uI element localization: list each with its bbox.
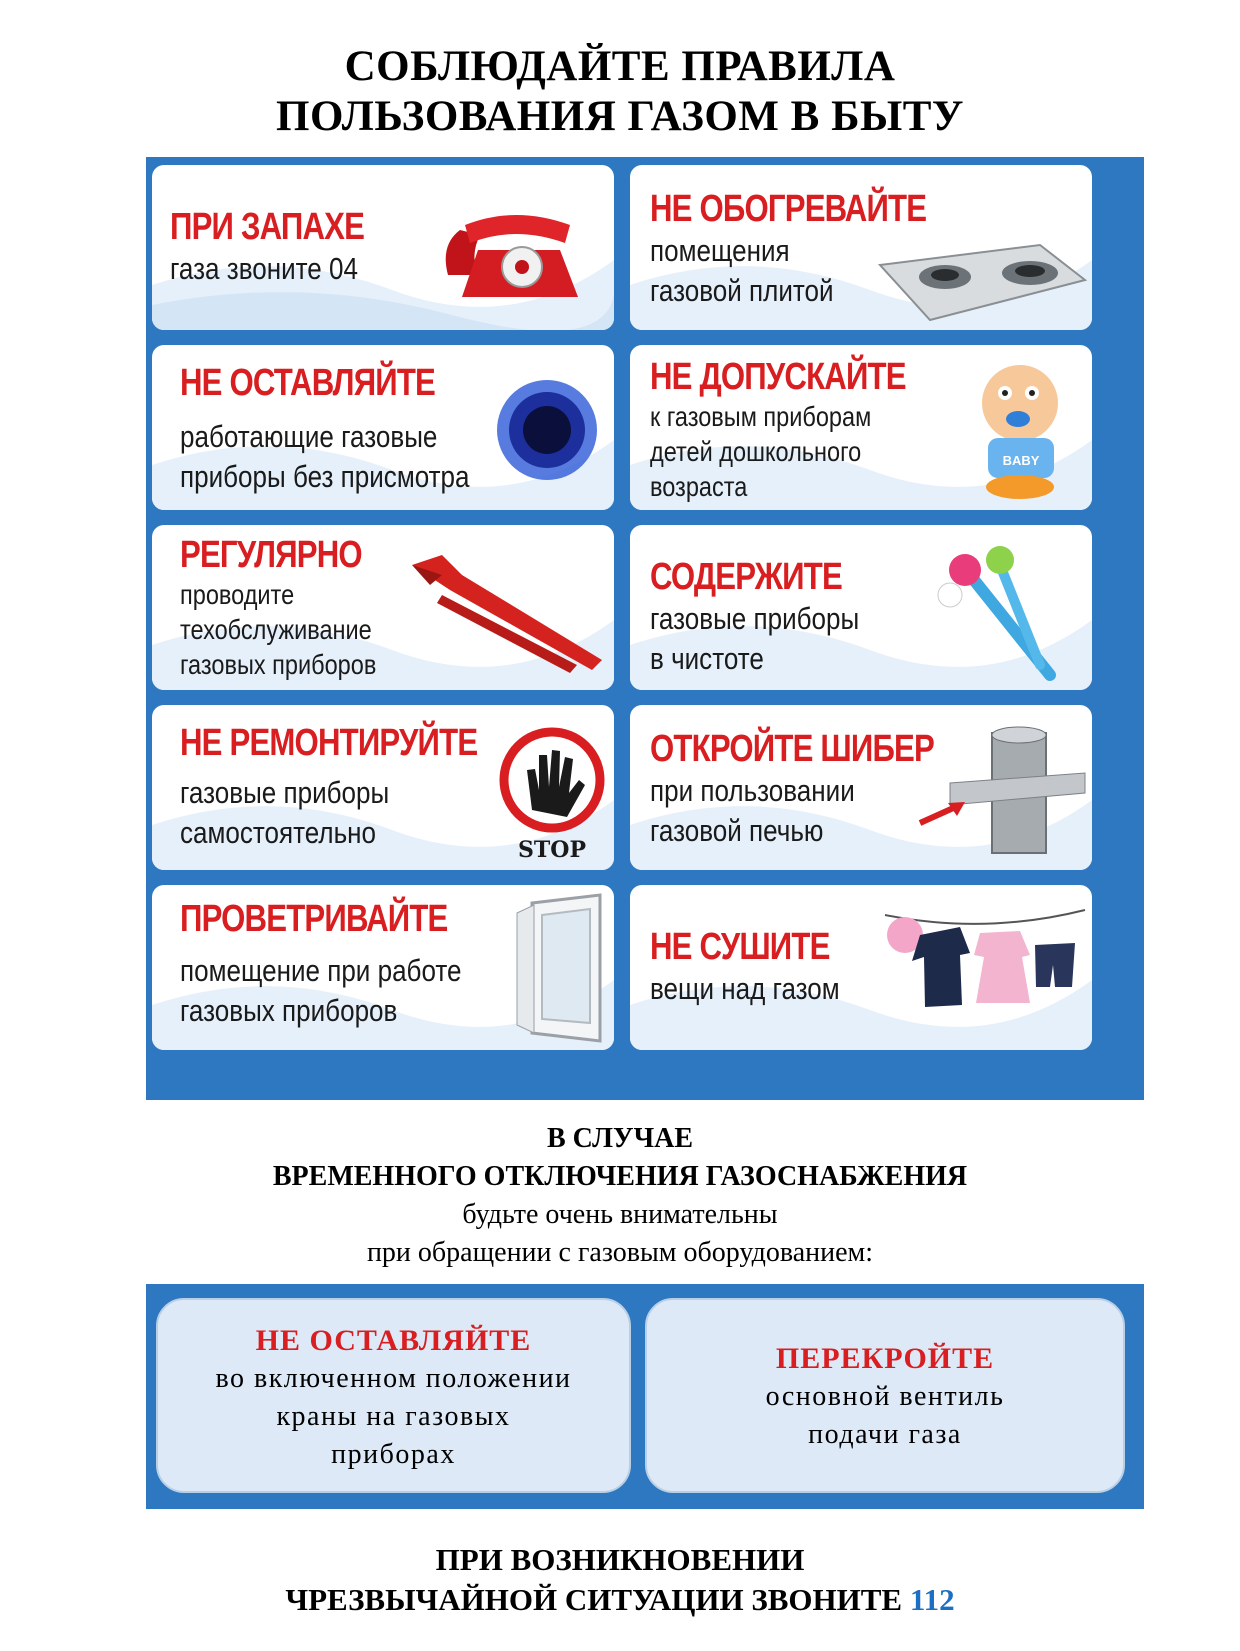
title-line-2: ПОЛЬЗОВАНИЯ ГАЗОМ В БЫТУ — [276, 93, 964, 140]
baby-icon — [960, 353, 1085, 503]
rule-card-unattended — [152, 345, 614, 510]
outage-left-line: приборах — [331, 1439, 456, 1470]
footer-line-2 — [0, 1580, 1240, 1620]
pipe-wrench-icon — [402, 545, 612, 675]
notice-block — [0, 1120, 1240, 1272]
rule-card-maintenance — [152, 525, 614, 690]
rule-heading: СОДЕРЖИТЕ — [650, 556, 842, 598]
outage-box-right — [645, 1298, 1125, 1493]
rule-card-children — [630, 345, 1092, 510]
rule-text: к газовым приборам — [650, 401, 872, 432]
rule-heading: НЕ РЕМОНТИРУЙТЕ — [180, 722, 478, 764]
emergency-footer — [0, 1540, 1240, 1620]
footer-line-2-text: ЧРЕЗВЫЧАЙНОЙ СИТУАЦИИ ЗВОНИТЕ — [285, 1582, 903, 1617]
rule-text: газа звоните 04 — [170, 251, 358, 286]
rule-text: детей дошкольного — [650, 436, 862, 467]
rule-heading: ОТКРОЙТЕ ШИБЕР — [650, 728, 934, 770]
title-line-1: СОБЛЮДАЙТЕ ПРАВИЛА — [344, 43, 896, 90]
outage-right-line: подачи газа — [808, 1419, 962, 1450]
rule-heading: ПРОВЕТРИВАЙТЕ — [180, 898, 448, 940]
rule-heading: НЕ ОСТАВЛЯЙТЕ — [180, 362, 436, 404]
outage-right-heading: ПЕРЕКРОЙТЕ — [775, 1342, 995, 1375]
rules-poster — [146, 157, 1144, 1100]
notice-line-4: при обращении с газовым оборудованием: — [366, 1237, 874, 1268]
footer-line-1: ПРИ ВОЗНИКНОВЕНИИ — [435, 1542, 805, 1577]
rule-text: вещи над газом — [650, 971, 840, 1006]
rule-card-smell — [152, 165, 614, 330]
rule-heading: ПРИ ЗАПАХЕ — [170, 206, 365, 248]
emergency-number: 112 — [909, 1582, 955, 1617]
rule-heading: НЕ СУШИТЕ — [650, 926, 830, 968]
rule-text: техобслуживание — [180, 614, 372, 645]
rule-text: помещения — [650, 233, 790, 268]
rule-text: газовой печью — [650, 813, 824, 848]
notice-line-2: ВРЕМЕННОГО ОТКЛЮЧЕНИЯ ГАЗОСНАБЖЕНИЯ — [272, 1161, 968, 1192]
rule-text: газовых приборов — [180, 993, 398, 1028]
rule-card-no-repair — [152, 705, 614, 870]
rule-card-cleanliness — [630, 525, 1092, 690]
rule-card-ventilate — [152, 885, 614, 1050]
rule-text: газовые приборы — [650, 601, 860, 636]
outage-left-line: краны на газовых — [276, 1401, 511, 1432]
rule-text: приборы без присмотра — [180, 459, 470, 494]
rule-text: газовой плитой — [650, 273, 834, 308]
telephone-icon — [440, 205, 590, 305]
rule-text: возраста — [650, 471, 748, 502]
window-icon — [512, 893, 607, 1043]
rule-text: при пользовании — [650, 773, 855, 808]
clothesline-icon — [880, 895, 1090, 1025]
rule-heading: НЕ ДОПУСКАЙТЕ — [650, 356, 906, 398]
outage-right-line: основной вентиль — [765, 1381, 1005, 1412]
stop-badge: STOP — [518, 837, 586, 863]
rule-text: работающие газовые — [180, 419, 438, 454]
rule-card-no-heating — [630, 165, 1092, 330]
outage-box-left — [156, 1298, 631, 1493]
outage-left-line: во включенном положении — [215, 1363, 572, 1394]
rule-heading: НЕ ОБОГРЕВАЙТЕ — [650, 188, 927, 230]
rule-text: проводите — [180, 579, 295, 610]
cleaning-brushes-icon — [930, 535, 1090, 685]
rule-heading: РЕГУЛЯРНО — [180, 534, 362, 576]
rule-text: самостоятельно — [180, 815, 377, 850]
baby-badge: BABY — [1002, 453, 1040, 468]
outage-panel — [146, 1284, 1144, 1509]
rule-text: газовых приборов — [180, 649, 377, 680]
outage-left-heading: НЕ ОСТАВЛЯЙТЕ — [255, 1324, 532, 1357]
notice-line-1: В СЛУЧАЕ — [546, 1123, 694, 1154]
rule-text: газовые приборы — [180, 775, 390, 810]
rule-text: помещение при работе — [180, 953, 462, 988]
page-title — [0, 42, 1240, 142]
rule-card-open-damper — [630, 705, 1092, 870]
rule-text: в чистоте — [650, 641, 764, 676]
notice-line-3: будьте очень внимательны — [462, 1199, 778, 1230]
rule-card-no-drying — [630, 885, 1092, 1050]
